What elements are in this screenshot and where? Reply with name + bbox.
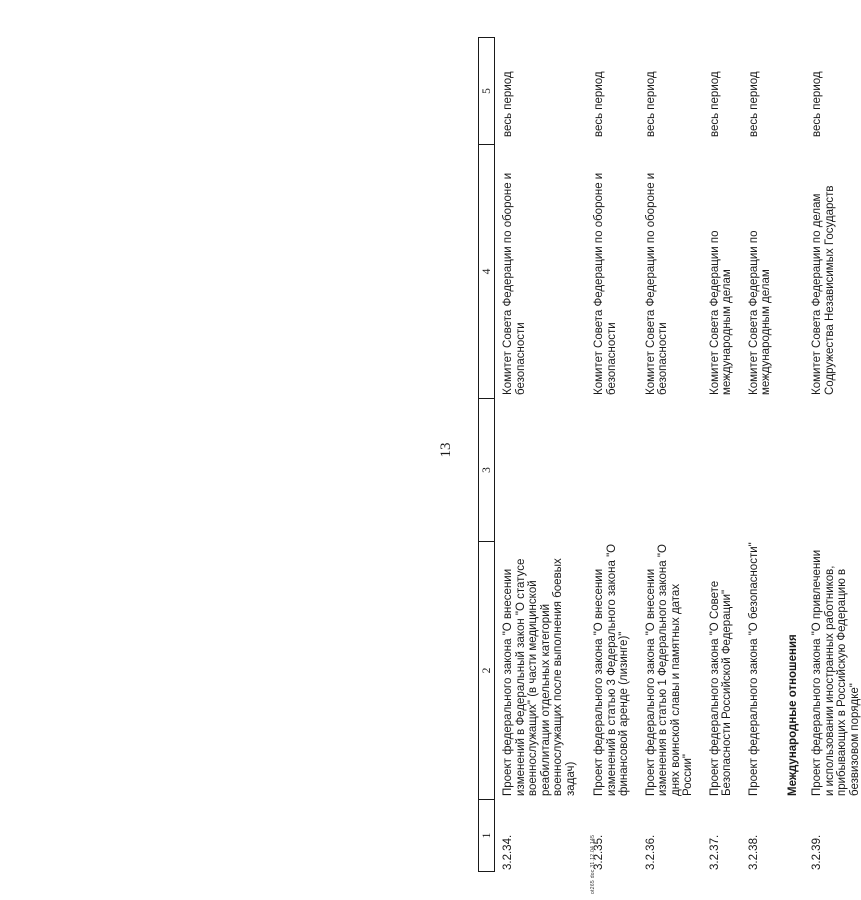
column-header-1: 1 xyxy=(479,800,495,872)
table-body xyxy=(502,38,861,872)
responsible-committee: Комитет Совета Федерации по международным делам xyxy=(708,230,733,395)
bill-title: Проект федерального закона "О безопасности" xyxy=(747,542,760,796)
responsible-committee: Комитет Совета Федерации по обороне и безопасности xyxy=(502,172,527,395)
term: весь период xyxy=(708,71,721,137)
term: весь период xyxy=(644,71,657,137)
item-number: 3.2.38. xyxy=(747,834,760,870)
section-heading: Международные отношения xyxy=(786,634,799,796)
page-number: 13 xyxy=(438,442,454,458)
table-row xyxy=(748,38,773,872)
term: весь период xyxy=(502,71,514,137)
column-header-5: 5 xyxy=(479,38,495,145)
column-header-3: 3 xyxy=(479,399,495,542)
bill-title: Проект федерального закона "О привлечении и использовании иностранных работников, прибывающих в Российскую Федерацию в безвизовом порядке" xyxy=(811,549,861,796)
responsible-committee: Комитет Совета Федерации по делам Содружества Независимых Государств xyxy=(811,185,836,395)
bill-title: Проект федерального закона "О Совете Безопасности Российской Федерации" xyxy=(708,580,733,796)
bill-title: Проект федерального закона "О внесении изменений в Федеральный закон "О статусе военнослужащих" (в части медицинской реабилитации отдельных категорий военнослужащих после выполнения боевых задач) xyxy=(502,558,577,796)
term: весь период xyxy=(593,71,605,137)
table-row xyxy=(593,38,631,872)
term: весь период xyxy=(747,71,760,137)
responsible-committee: Комитет Совета Федерации по международным делам xyxy=(747,230,772,395)
table-row xyxy=(645,38,695,872)
item-number: 3.2.34. xyxy=(502,834,514,870)
table-header xyxy=(478,37,495,872)
bill-title: Проект федерального закона "О внесении изменений в статью 3 Федерального закона "О финансовой аренде (лизинге)" xyxy=(593,543,630,796)
table-row xyxy=(709,38,734,872)
bill-title: Проект федерального закона "О внесении изменения в статью 1 Федерального закона "О днях воинской славы и памятных датах России" xyxy=(644,544,694,796)
responsible-committee: Комитет Совета Федерации по обороне и безопасности xyxy=(644,172,669,395)
term: весь период xyxy=(811,71,823,137)
header-row xyxy=(479,38,495,872)
table-row xyxy=(811,38,861,872)
item-number: 3.2.37. xyxy=(708,834,721,870)
column-header-4: 4 xyxy=(479,145,495,399)
item-number: 3.2.36. xyxy=(644,834,657,870)
table-row xyxy=(502,38,577,872)
item-number: 3.2.39. xyxy=(811,834,823,870)
responsible-committee: Комитет Совета Федерации по обороне и безопасности xyxy=(593,172,618,395)
footer-code: ot265 doc 31.12.04 145 xyxy=(590,834,596,894)
column-header-2: 2 xyxy=(479,542,495,800)
item-number: 3.2.35. xyxy=(593,834,605,870)
